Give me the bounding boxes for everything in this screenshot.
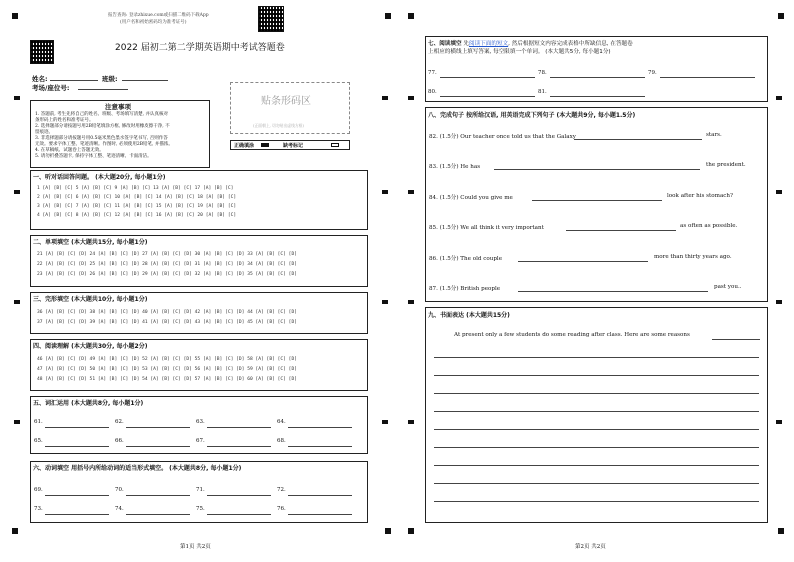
timing-mark [14,420,20,424]
answer-blank[interactable] [574,139,702,140]
barcode-area [230,82,350,134]
page-title: 2022 届初二第二学期英语期中考试答题卷 [115,43,285,53]
exam-seat-field[interactable] [78,89,128,90]
blank-number: 64. [277,419,286,425]
answer-blank[interactable] [207,495,271,496]
section-reading-fill [425,36,768,102]
correct-fill-label: 正确填涂 [234,143,255,149]
answer-row[interactable]: 1 [A] [B] [C] 5 [A] [B] [C] 9 [A] [B] [C] 13 [A] [B] [C] 17 [A] [B] [C] [37,186,234,191]
sentence-suffix: the president. [706,162,746,168]
missing-mark-label: 缺考标记 [283,143,304,149]
answer-blank[interactable] [126,495,190,496]
name-field[interactable] [50,80,98,81]
section-title: 九、书面表达 (本大题共15分) [428,312,510,319]
timing-mark [382,96,388,100]
sentence-prompt: 84. (1.5分) Could you give me [429,195,513,201]
blank-number: 63. [196,419,205,425]
section-title [428,39,633,47]
header-note-sub: (用户名和初始密码均为准考证号) [120,20,187,25]
reading-link[interactable]: 阅读下面的短文 [468,41,509,47]
timing-mark [382,300,388,304]
blank-number: 70. [115,487,124,493]
answer-blank[interactable] [532,200,662,201]
answer-row[interactable]: 37 [A] [B] [C] [D] 39 [A] [B] [C] [D] 41 [A] [B] [C] [D] 43 [A] [B] [C] [D] 45 [A] [B] [C] [D] [37,320,297,325]
section-verb-fill [30,461,368,523]
blank-number: 72. [277,487,286,493]
section-title: 八、完成句子 按所给汉语, 用英语完成下列句子 (本大题共9分, 每小题1.5分) [428,112,636,119]
section-title-label: 七、阅读填空 [428,41,462,47]
blank-number: 78. [538,70,547,76]
blank-number: 81. [538,89,547,95]
section-cloze [30,292,368,334]
writing-line[interactable] [434,375,759,376]
timing-mark [408,96,414,100]
answer-blank[interactable] [126,514,190,515]
sentence-prompt: 85. (1.5分) We all think it very important [429,225,544,231]
sentence-prompt: 86. (1.5分) The old couple [429,256,503,262]
blank-number: 79. [648,70,657,76]
blank-number: 75. [196,506,205,512]
writing-line[interactable] [434,465,759,466]
answer-blank[interactable] [288,514,352,515]
notice-line: 5. 请勿折叠答题卡, 保持字体工整、笔迹清晰、卡面清洁。 [35,154,152,159]
answer-blank[interactable] [550,77,645,78]
answer-row[interactable]: 23 [A] [B] [C] [D] 26 [A] [B] [C] [D] 29 [A] [B] [C] [D] 32 [A] [B] [C] [D] 35 [A] [B] [C] [D] [37,272,297,277]
blank-number: 69. [34,487,43,493]
page-footer: 第1页 共2页 [180,544,211,550]
answer-row[interactable]: 47 [A] [B] [C] [D] 50 [A] [B] [C] [D] 53 [A] [B] [C] [D] 56 [A] [B] [C] [D] 59 [A] [B] [C] [D] [37,367,297,372]
section-title: 一、听对话回答问题。 (本大题20分, 每小题1分) [33,174,166,181]
answer-blank[interactable] [712,339,760,340]
answer-blank[interactable] [550,96,645,97]
notice-line: 4. 在草稿纸、试题卷上答题无效。 [35,148,104,153]
exam-seat-label: 考场/座位号: [32,84,70,92]
qr-code-icon [258,6,284,32]
section-title: 三、完形填空 (本大题共10分, 每小题1分) [33,296,148,303]
section-title: 二、单项填空 (本大题共15分, 每小题1分) [33,239,148,246]
class-label: 班级: [102,75,118,83]
alignment-mark [385,528,391,534]
sentence-suffix: stars. [706,132,722,138]
sentence-suffix: past you.. [714,284,742,290]
answer-blank[interactable] [518,261,648,262]
blank-number: 67. [196,438,205,444]
answer-row[interactable]: 46 [A] [B] [C] [D] 49 [A] [B] [C] [D] 52 [A] [B] [C] [D] 55 [A] [B] [C] [D] 58 [A] [B] [C] [D] [37,357,297,362]
blank-number: 73. [34,506,43,512]
writing-line[interactable] [434,429,759,430]
answer-row[interactable]: 21 [A] [B] [C] [D] 24 [A] [B] [C] [D] 27 [A] [B] [C] [D] 30 [A] [B] [C] [D] 33 [A] [B] [C] [D] [37,252,297,257]
notice-box [30,100,210,168]
writing-line[interactable] [434,447,759,448]
alignment-mark [385,13,391,19]
blank-number: 66. [115,438,124,444]
timing-mark [14,190,20,194]
answer-blank[interactable] [207,446,271,447]
timing-mark [14,300,20,304]
notice-line: 留痕迹。 [35,130,53,135]
blank-number: 65. [34,438,43,444]
blank-number: 62. [115,419,124,425]
answer-blank[interactable] [45,427,109,428]
notice-line: 2. 选择题部分请按题号用2B铅笔填涂方框, 修改时用橡皮擦干净, 不 [35,124,170,129]
essay-prompt: At present only a few students do some reading after class. Here are some reasons [454,332,690,338]
header-note: 报告查询: 登录zhixue.com或扫描二维码下载App [108,13,209,18]
section-title-text: 先 [463,41,469,47]
section-complete-sentences [425,107,768,302]
section-single-choice [30,235,368,287]
blank-number: 71. [196,487,205,493]
timing-mark [776,420,782,424]
alignment-mark [12,13,18,19]
answer-blank[interactable] [45,446,109,447]
answer-blank[interactable] [494,169,700,170]
answer-blank[interactable] [288,446,352,447]
writing-line[interactable] [434,357,759,358]
writing-line[interactable] [434,411,759,412]
section-title-text: , 然后根据短文内容完成表格中所缺信息, 在答题卷 [508,41,633,47]
notice-line: 3. 非选择题部分请按题号用0.5毫米黑色墨水签字笔书写, 否则作答 [35,136,168,141]
section-title-text: 上相应的横线上填写答案, 每空限填一个单词。 (本大题共5分, 每小题1分) [428,49,611,55]
class-field[interactable] [122,80,168,81]
writing-line[interactable] [434,483,759,484]
answer-blank[interactable] [45,495,109,496]
section-title: 五、词汇运用 (本大题共8分, 每小题1分) [33,400,144,407]
alignment-mark [408,528,414,534]
filled-box-icon [261,143,269,147]
answer-blank[interactable] [288,427,352,428]
timing-mark [382,420,388,424]
timing-mark [776,300,782,304]
timing-mark [776,96,782,100]
answer-row[interactable]: 3 [A] [B] [C] 7 [A] [B] [C] 11 [A] [B] [C] 15 [A] [B] [C] 19 [A] [B] [C] [37,204,237,209]
sentence-suffix: as often as possible. [680,223,738,229]
alignment-mark [408,13,414,19]
sentence-prompt: 87. (1.5分) British people [429,286,501,292]
answer-blank[interactable] [126,427,190,428]
barcode-sub: (正面朝上, 切勿贴出虚线方框) [253,123,304,128]
alignment-mark [778,13,784,19]
sentence-suffix: more than thirty years ago. [654,254,732,260]
answer-row[interactable]: 4 [A] [B] [C] 8 [A] [B] [C] 12 [A] [B] [C] 16 [A] [B] [C] 20 [A] [B] [C] [37,213,237,218]
fill-legend [230,140,350,150]
answer-row[interactable]: 22 [A] [B] [C] [D] 25 [A] [B] [C] [D] 28 [A] [B] [C] [D] 31 [A] [B] [C] [D] 34 [A] [B] [C] [D] [37,262,297,267]
timing-mark [14,96,20,100]
section-vocabulary [30,396,368,454]
answer-blank[interactable] [440,77,535,78]
page-footer: 第2页 共2页 [575,544,606,550]
writing-line[interactable] [434,393,759,394]
blank-number: 74. [115,506,124,512]
answer-blank[interactable] [288,495,352,496]
qr-code-icon [30,40,54,64]
section-reading [30,339,368,391]
answer-row[interactable]: 48 [A] [B] [C] [D] 51 [A] [B] [C] [D] 54 [A] [B] [C] [D] 57 [A] [B] [C] [D] 60 [A] [B] [C] [D] [37,377,297,382]
sentence-prompt: 82. (1.5分) Our teacher once told us that the Galaxy [429,134,576,140]
answer-blank[interactable] [518,291,708,292]
timing-mark [382,190,388,194]
timing-mark [408,420,414,424]
sentence-prompt: 83. (1.5分) He has [429,164,481,170]
blank-number: 76. [277,506,286,512]
section-listening [30,170,368,230]
blank-number: 68. [277,438,286,444]
notice-line: 条形码上的姓名和准考证号。 [35,118,94,123]
answer-blank[interactable] [207,514,271,515]
blank-number: 61. [34,419,43,425]
writing-line[interactable] [434,501,759,502]
notice-line: 无效。要求字体工整、笔迹清晰。作图时, 必须使用2B铅笔, 并描浓。 [35,142,173,147]
alignment-mark [12,528,18,534]
section-title: 六、动词填空 用括号内所给动词的适当形式填空。 (本大题共8分, 每小题1分) [33,465,242,472]
answer-blank[interactable] [566,230,676,231]
blank-number: 80. [428,89,437,95]
missing-mark-box[interactable] [331,143,339,147]
timing-mark [776,190,782,194]
blank-number: 77. [428,70,437,76]
answer-row[interactable]: 36 [A] [B] [C] [D] 38 [A] [B] [C] [D] 40 [A] [B] [C] [D] 42 [A] [B] [C] [D] 44 [A] [B] [C] [D] [37,310,297,315]
answer-blank[interactable] [207,427,271,428]
answer-row[interactable]: 2 [A] [B] [C] 6 [A] [B] [C] 10 [A] [B] [C] 14 [A] [B] [C] 18 [A] [B] [C] [37,195,237,200]
notice-title: 注意事项 [105,103,131,111]
answer-blank[interactable] [660,77,755,78]
name-label: 姓名: [32,75,48,83]
answer-blank[interactable] [126,446,190,447]
timing-mark [408,300,414,304]
notice-line: 1. 答题前, 考生先将自己的姓名、班级、考场填写清楚, 并认真核对 [35,112,168,117]
section-writing [425,307,768,523]
timing-mark [408,190,414,194]
barcode-label: 贴条形码区 [261,96,311,107]
alignment-mark [778,528,784,534]
answer-blank[interactable] [440,96,535,97]
sentence-suffix: look after his stomach? [667,193,734,199]
section-title: 四、阅读理解 (本大题共30分, 每小题2分) [33,343,148,350]
answer-blank[interactable] [45,514,109,515]
